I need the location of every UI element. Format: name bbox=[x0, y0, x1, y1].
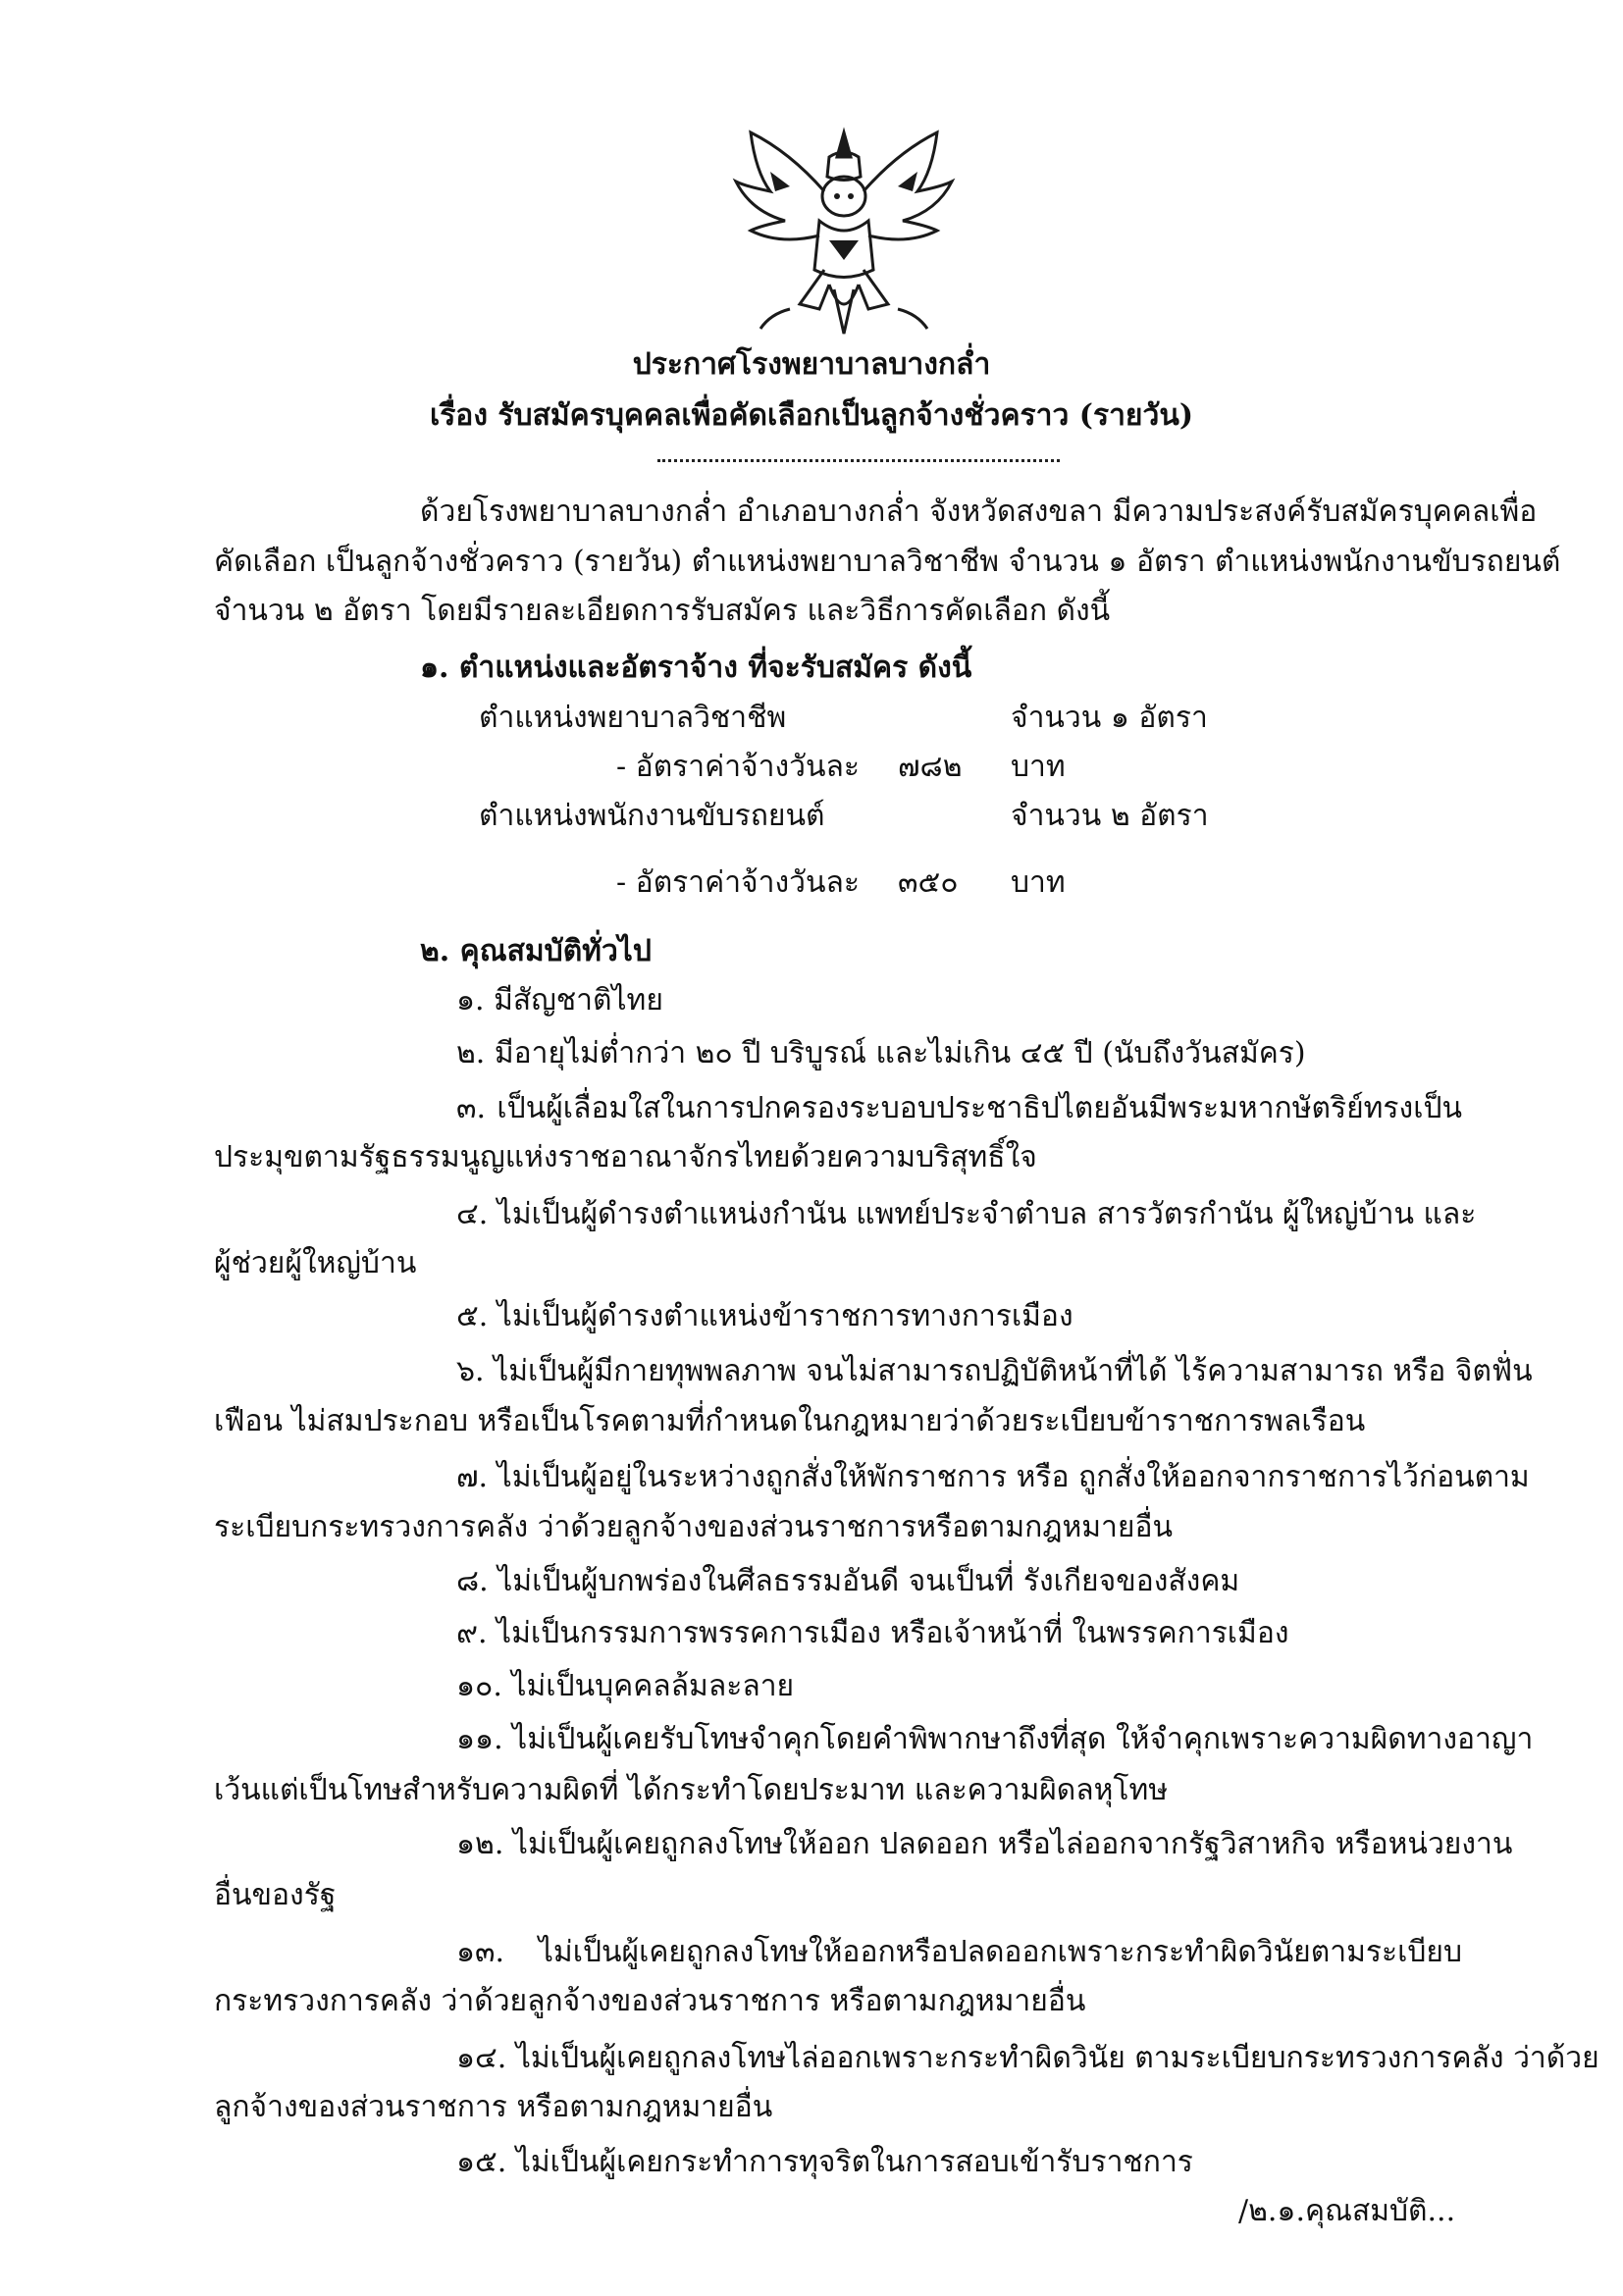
qualification-item: ๘. ไม่เป็นผู้บกพร่องในศีลธรรมอันดี จนเป็นที่ รังเกียจของสังคม bbox=[456, 1564, 1240, 1598]
qualification-item: ๑๔. ไม่เป็นผู้เคยถูกลงโทษไล่ออกเพราะกระทำผิดวินัย ตามระเบียบกระทรวงการคลัง ว่าด้วย bbox=[456, 2041, 1599, 2075]
rate-value: ๓๕๐ bbox=[898, 865, 959, 900]
qualification-item: เว้นแต่เป็นโทษสำหรับความผิดที่ ได้กระทำโดยประมาท และความผิดลหุโทษ bbox=[214, 1773, 1169, 1807]
qualification-item: ๑๒. ไม่เป็นผู้เคยถูกลงโทษให้ออก ปลดออก หรือไล่ออกจากรัฐวิสาหกิจ หรือหน่วยงาน bbox=[456, 1827, 1513, 1861]
document-subject: เรื่อง รับสมัครบุคคลเพื่อคัดเลือกเป็นลูกจ้างชั่วคราว (รายวัน) bbox=[429, 398, 1194, 433]
qualification-item: ๑๓. ไม่เป็นผู้เคยถูกลงโทษให้ออกหรือปลดออกเพราะกระทำผิดวินัยตามระเบียบ bbox=[456, 1935, 1462, 1969]
position-name: ตำแหน่งพนักงานขับรถยนต์ bbox=[479, 799, 825, 833]
rate-label: - อัตราค่าจ้างวันละ bbox=[616, 865, 860, 900]
qualification-item: ๗. ไม่เป็นผู้อยู่ในระหว่างถูกสั่งให้พักราชการ หรือ ถูกสั่งให้ออกจากราชการไว้ก่อนตาม bbox=[456, 1460, 1530, 1494]
rate-unit: บาท bbox=[1011, 865, 1066, 900]
qualification-item: ๑๐. ไม่เป็นบุคคลล้มละลาย bbox=[456, 1669, 795, 1703]
qualification-item: ลูกจ้างของส่วนราชการ หรือตามกฎหมายอื่น bbox=[214, 2090, 773, 2124]
position-count: จำนวน ๒ อัตรา bbox=[1011, 799, 1209, 833]
qualification-item: ๔. ไม่เป็นผู้ดำรงตำแหน่งกำนัน แพทย์ประจำตำบล สารวัตรกำนัน ผู้ใหญ่บ้าน และ bbox=[456, 1197, 1477, 1231]
rate-label: - อัตราค่าจ้างวันละ bbox=[616, 750, 860, 784]
qualification-item: ๑๑. ไม่เป็นผู้เคยรับโทษจำคุกโดยคำพิพากษาถึงที่สุด ให้จำคุกเพราะความผิดทางอาญา bbox=[456, 1722, 1534, 1756]
qualification-item: ผู้ช่วยผู้ใหญ่บ้าน bbox=[214, 1246, 417, 1280]
qualification-item: ๙. ไม่เป็นกรรมการพรรคการเมือง หรือเจ้าหน้าที่ ในพรรคการเมือง bbox=[456, 1616, 1289, 1650]
intro-line-1: ด้วยโรงพยาบาลบางกล่ำ อำเภอบางกล่ำ จังหวัดสงขลา มีความประสงค์รับสมัครบุคคลเพื่อ bbox=[420, 495, 1538, 529]
qualification-item: ๓. เป็นผู้เลื่อมใสในการปกครองระบอบประชาธิปไตยอันมีพระมหากษัตริย์ทรงเป็น bbox=[456, 1091, 1462, 1125]
qualification-item: อื่นของรัฐ bbox=[214, 1878, 337, 1912]
qualification-item: ๑. มีสัญชาติไทย bbox=[456, 983, 663, 1018]
qualification-item: ประมุขตามรัฐธรรมนูญแห่งราชอาณาจักรไทยด้วยความบริสุทธิ์ใจ bbox=[214, 1140, 1037, 1174]
intro-line-3: จำนวน ๒ อัตรา โดยมีรายละเอียดการรับสมัคร และวิธีการคัดเลือก ดังนี้ bbox=[214, 594, 1111, 628]
position-name: ตำแหน่งพยาบาลวิชาชีพ bbox=[479, 701, 787, 735]
rate-value: ๗๘๒ bbox=[898, 750, 963, 784]
qualification-item: ๒. มีอายุไม่ต่ำกว่า ๒๐ ปี บริบูรณ์ และไม่เกิน ๔๕ ปี (นับถึงวันสมัคร) bbox=[456, 1036, 1306, 1070]
qualification-item: เฟือน ไม่สมประกอบ หรือเป็นโรคตามที่กำหนดในกฎหมายว่าด้วยระเบียบข้าราชการพลเรือน bbox=[214, 1404, 1366, 1438]
position-count: จำนวน ๑ อัตรา bbox=[1011, 701, 1208, 735]
section2-heading: ๒. คุณสมบัติทั่วไป bbox=[420, 934, 652, 968]
section1-heading: ๑. ตำแหน่งและอัตราจ้าง ที่จะรับสมัคร ดังนี้ bbox=[420, 651, 972, 685]
qualification-item: ๑๕. ไม่เป็นผู้เคยกระทำการทุจริตในการสอบเข้ารับราชการ bbox=[456, 2145, 1193, 2179]
qualification-item: กระทรวงการคลัง ว่าด้วยลูกจ้างของส่วนราชการ หรือตามกฎหมายอื่น bbox=[214, 1984, 1086, 2018]
title-divider bbox=[657, 459, 1060, 462]
qualification-item: ๖. ไม่เป็นผู้มีกายทุพพลภาพ จนไม่สามารถปฏิบัติหน้าที่ได้ ไร้ความสามารถ หรือ จิตฟั่น bbox=[456, 1354, 1533, 1388]
qualification-item: ๕. ไม่เป็นผู้ดำรงตำแหน่งข้าราชการทางการเมือง bbox=[456, 1299, 1073, 1333]
page-continuation: /๒.๑.คุณสมบัติ... bbox=[1238, 2194, 1456, 2228]
garuda-emblem-icon bbox=[731, 113, 957, 343]
rate-unit: บาท bbox=[1011, 750, 1066, 784]
intro-line-2: คัดเลือก เป็นลูกจ้างชั่วคราว (รายวัน) ตำแหน่งพยาบาลวิชาชีพ จำนวน ๑ อัตรา ตำแหน่งพนักงานขับรถยนต์ bbox=[214, 545, 1561, 579]
qualification-item: ระเบียบกระทรวงการคลัง ว่าด้วยลูกจ้างของส่วนราชการหรือตามกฎหมายอื่น bbox=[214, 1510, 1173, 1544]
document-title: ประกาศโรงพยาบาลบางกล่ำ bbox=[632, 347, 991, 382]
